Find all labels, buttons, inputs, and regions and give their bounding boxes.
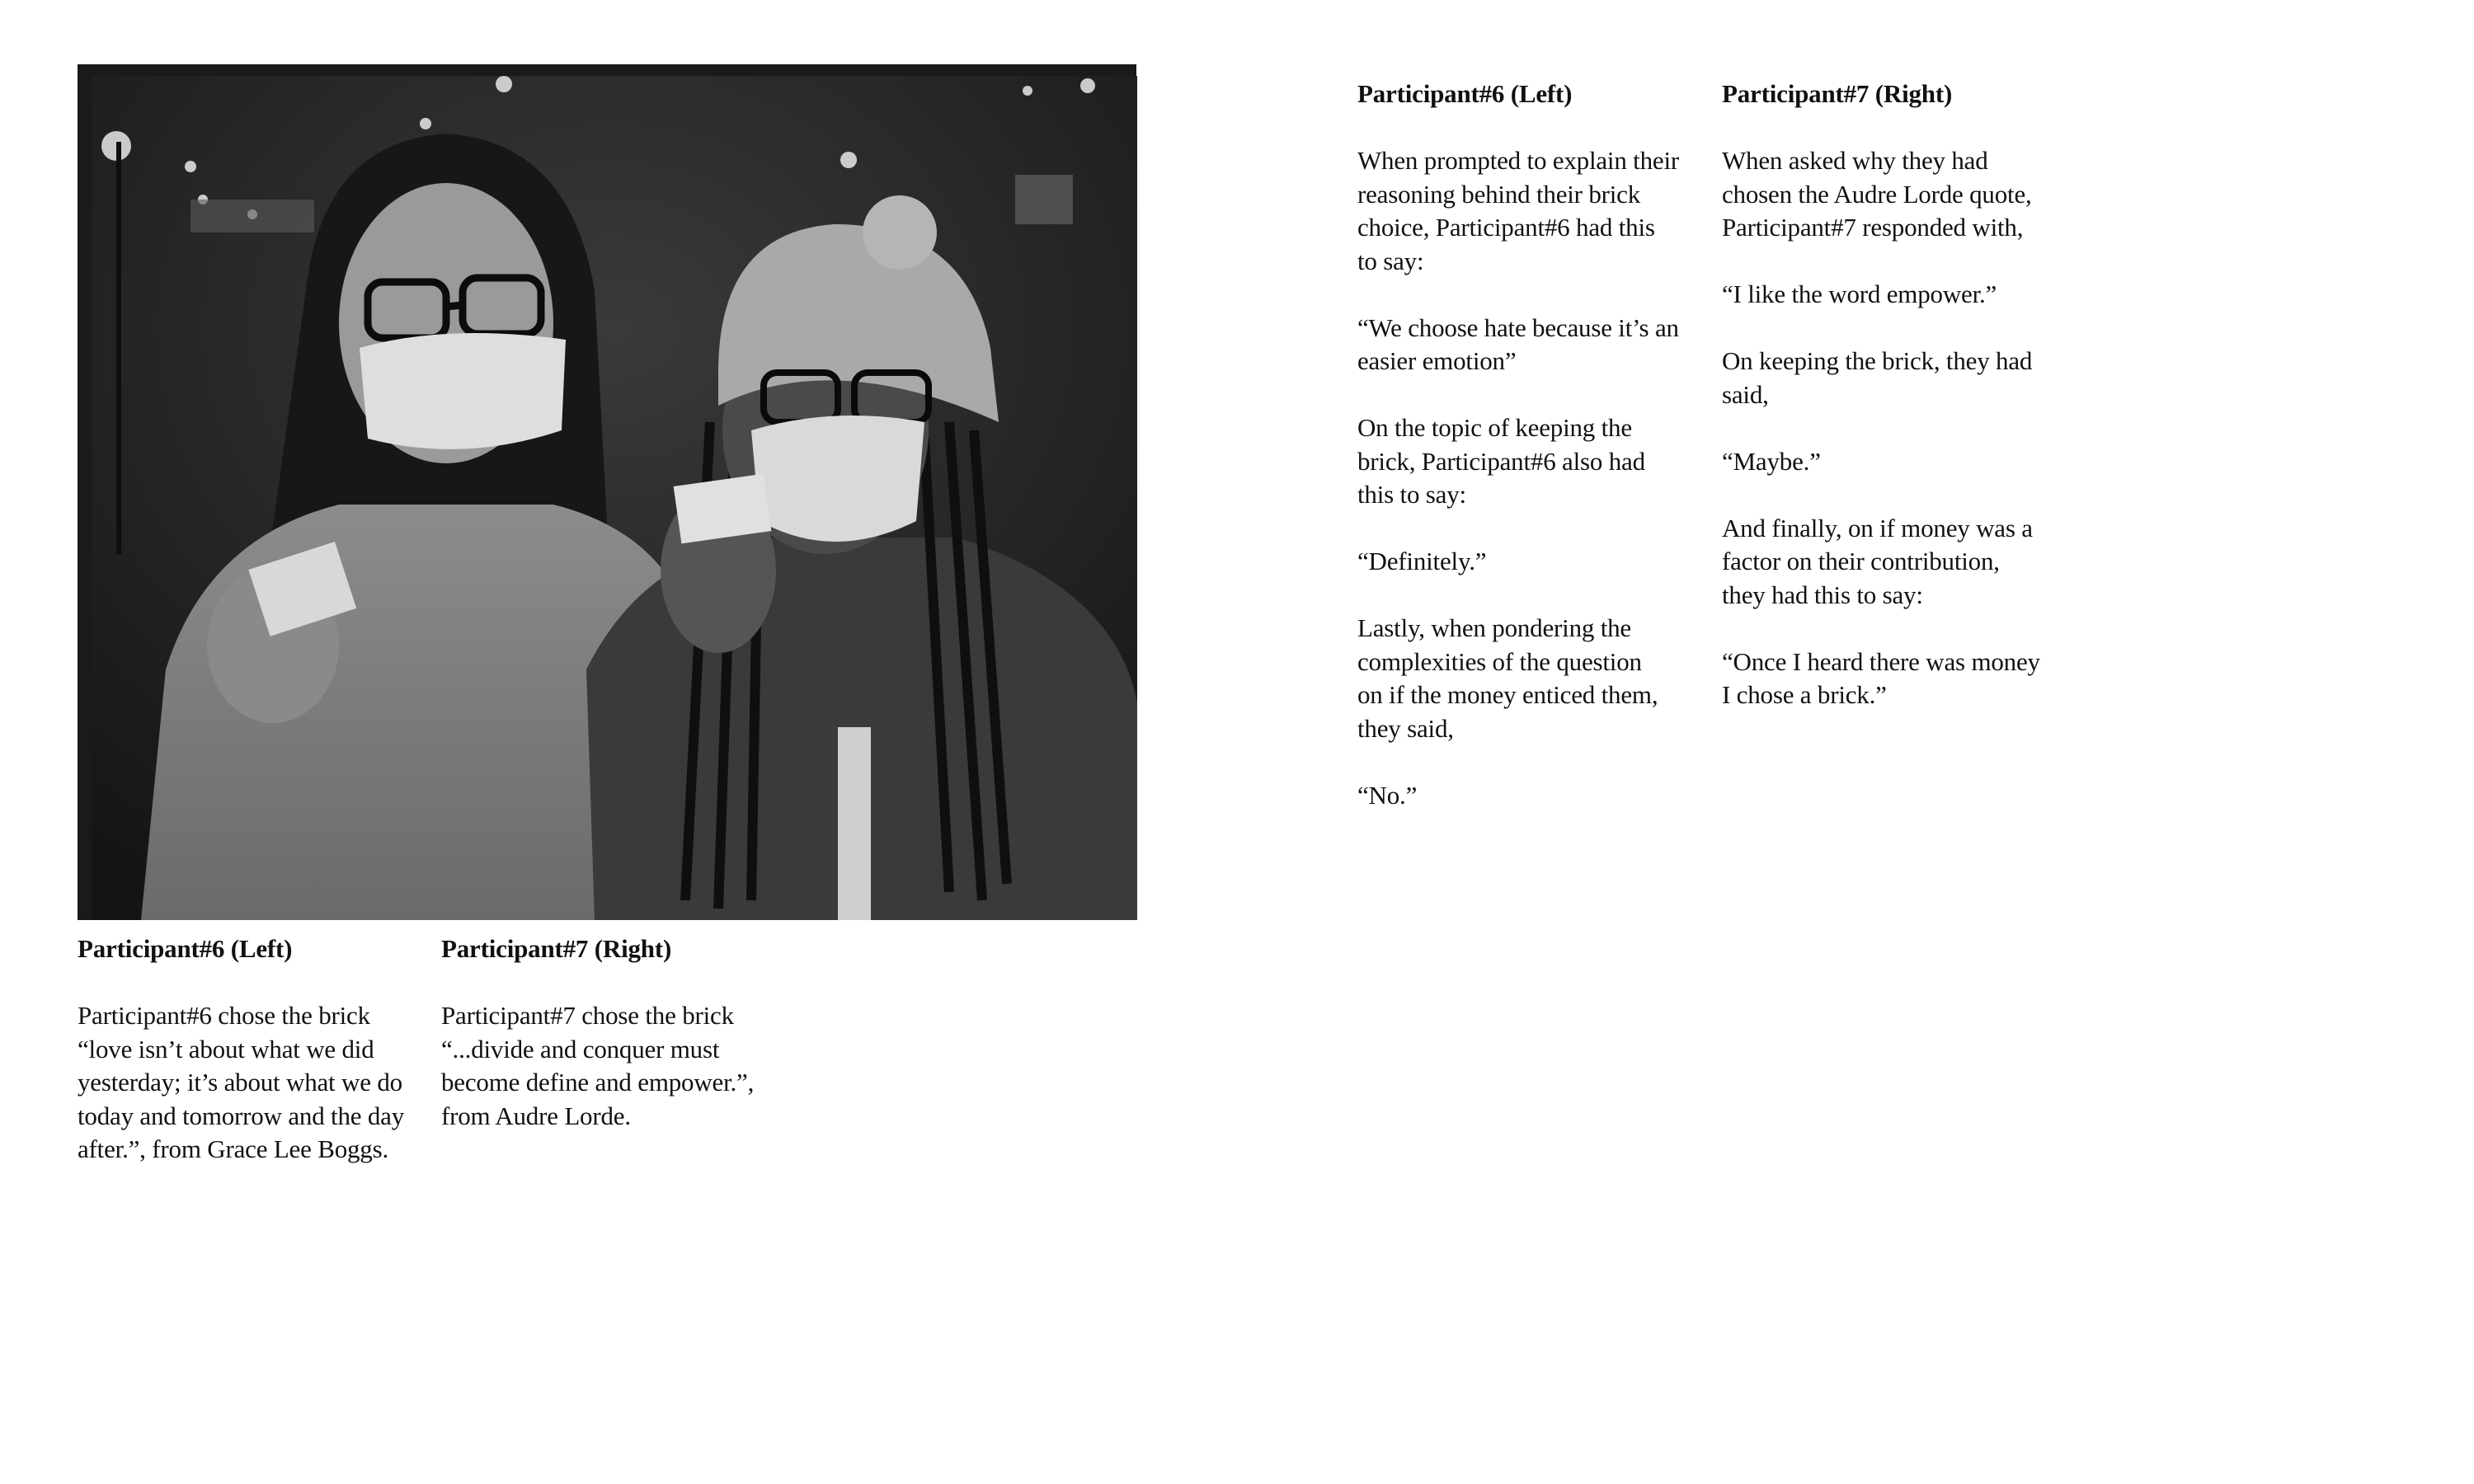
interview-paragraph: On the topic of keeping the brick, Participant#6 also had this to say:	[1357, 413, 1645, 509]
interview-paragraph: On keeping the brick, they had said,	[1722, 346, 2033, 409]
interview-participant-7	[1722, 77, 2068, 712]
caption-participant-6-text: Participant#6 chose the brick “love isn’t about what we did yesterday; it’s about what we do today and tomorrow and the day after.”, from Grace Lee Boggs.	[78, 1001, 405, 1163]
photo-illustration	[92, 76, 1137, 920]
interview-participant-6	[1357, 77, 1704, 812]
caption-participant-7-text: Participant#7 chose the brick “...divide and conquer must become define and empower.”, from Audre Lorde.	[441, 1001, 755, 1130]
caption-participant-7-title: Participant#7 (Right)	[441, 934, 672, 963]
interview-paragraph: “No.”	[1357, 780, 1418, 810]
interview-paragraph: When prompted to explain their reasoning behind their brick choice, Participant#6 had this to say:	[1357, 146, 1679, 275]
participants-photo	[92, 76, 1137, 920]
interview-paragraph: Lastly, when pondering the complexities of the question on if the money enticed them, they said,	[1357, 613, 1658, 743]
interview-paragraph: “Maybe.”	[1722, 446, 1821, 476]
interview-paragraph: When asked why they had chosen the Audre Lorde quote, Participant#7 responded with,	[1722, 146, 2032, 242]
interview-participant-6-title: Participant#6 (Left)	[1357, 79, 1573, 108]
caption-participant-6	[78, 932, 424, 1167]
interview-paragraph: And finally, on if money was a factor on their contribution, they had this to say:	[1722, 513, 2033, 609]
interview-paragraph: “Definitely.”	[1357, 547, 1487, 575]
interview-participant-7-title: Participant#7 (Right)	[1722, 79, 1953, 108]
interview-paragraph: “We choose hate because it’s an easier emotion”	[1357, 312, 1679, 375]
interview-paragraph: “I like the word empower.”	[1722, 279, 1997, 308]
interview-paragraph: “Once I heard there was money I chose a brick.”	[1722, 646, 2040, 709]
caption-participant-7	[441, 932, 796, 1133]
caption-participant-6-title: Participant#6 (Left)	[78, 934, 293, 963]
